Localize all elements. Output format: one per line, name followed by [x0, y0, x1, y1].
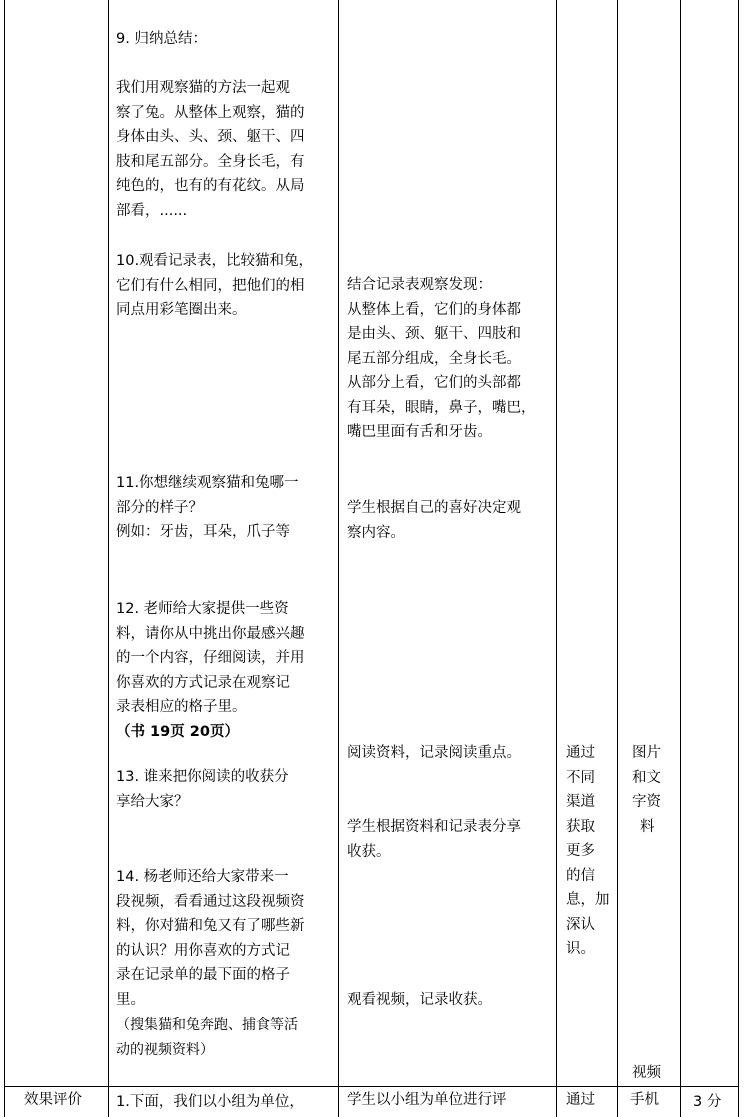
grid-line-col1 — [108, 0, 109, 1117]
student-findings: 结合记录表观察发现： 从整体上看，它们的身体都 是由头、颈、躯干、四肢和 尾五部分组成，全身长毛。 从部分上看，它们的头部都 有耳朵，眼睛，鼻子，嘴巴， 嘴巴里面有舌和牙齿。 — [347, 277, 536, 440]
step-9-summary: 9. 归纳总结： 我们用观察猫的方法一起观 察了兔。从整体上观察，猫的 身体由头、头、颈、躯干、四 肢和尾五部分。全身长毛，有 纯色的，也有的有花纹。从局 部看，...... — [116, 31, 305, 219]
student-share: 学生根据资料和记录表分享 收获。 — [347, 819, 521, 860]
design-purpose: 通过 不同 渠道 获取 更多 的信 息，加 深认 识。 — [566, 745, 610, 957]
student-choose: 学生根据自己的喜好决定观 察内容。 — [347, 500, 521, 541]
resources: 图片 和文 字资 料 — [632, 745, 661, 835]
step-14-video: 14. 杨老师还给大家带来一 段视频，看看通过这段视频资 料，你对猫和兔又有了哪些新 的认识？用你喜欢的方式记 录在记录单的最下面的格子 里。 — [116, 869, 305, 1008]
evaluation-purpose: 通过 — [566, 1092, 595, 1108]
step-10-compare: 10.观看记录表，比较猫和兔， 它们有什么相同，把他们的相 同点用彩笔圈出来。 — [116, 253, 314, 318]
evaluation-content: 1.下面，我们以小组为单位， — [116, 1094, 304, 1110]
evaluation-activity: 学生以小组为单位进行评 — [347, 1092, 507, 1108]
step-11-observe: 11.你想继续观察猫和兔哪一 部分的样子？ 例如：牙齿，耳朵，爪子等 — [116, 475, 299, 540]
grid-line-col2 — [338, 0, 339, 1117]
grid-line-col5 — [680, 0, 681, 1117]
grid-line-row-divider — [4, 1086, 739, 1087]
evaluation-time: 3 分 — [693, 1094, 722, 1110]
grid-line-left — [4, 0, 5, 1117]
evaluation-resource: 手机 — [630, 1092, 659, 1108]
student-read: 阅读资料，记录阅读重点。 — [347, 745, 521, 761]
grid-line-col4 — [617, 0, 618, 1117]
grid-line-right — [738, 0, 739, 1117]
grid-line-col3 — [556, 0, 557, 1117]
step-12-materials: 12. 老师给大家提供一些资 料，请你从中挑出你最感兴趣 的一个内容，仔细阅读，并用 你喜欢的方式记录在观察记 录表相应的格子里。 （书 19页 20页） — [116, 597, 305, 744]
step-14-note: （搜集猫和兔奔跑、捕食等活 动的视频资料） — [116, 1017, 298, 1058]
resource-video: 视频 — [632, 1065, 661, 1081]
row-label-effect-evaluation: 效果评价 — [24, 1092, 82, 1108]
textbook-page-ref: （书 19页 20页） — [116, 723, 239, 740]
student-watch: 观看视频，记录收获。 — [347, 992, 492, 1008]
step-13-share: 13. 谁来把你阅读的收获分 享给大家？ — [116, 769, 289, 810]
